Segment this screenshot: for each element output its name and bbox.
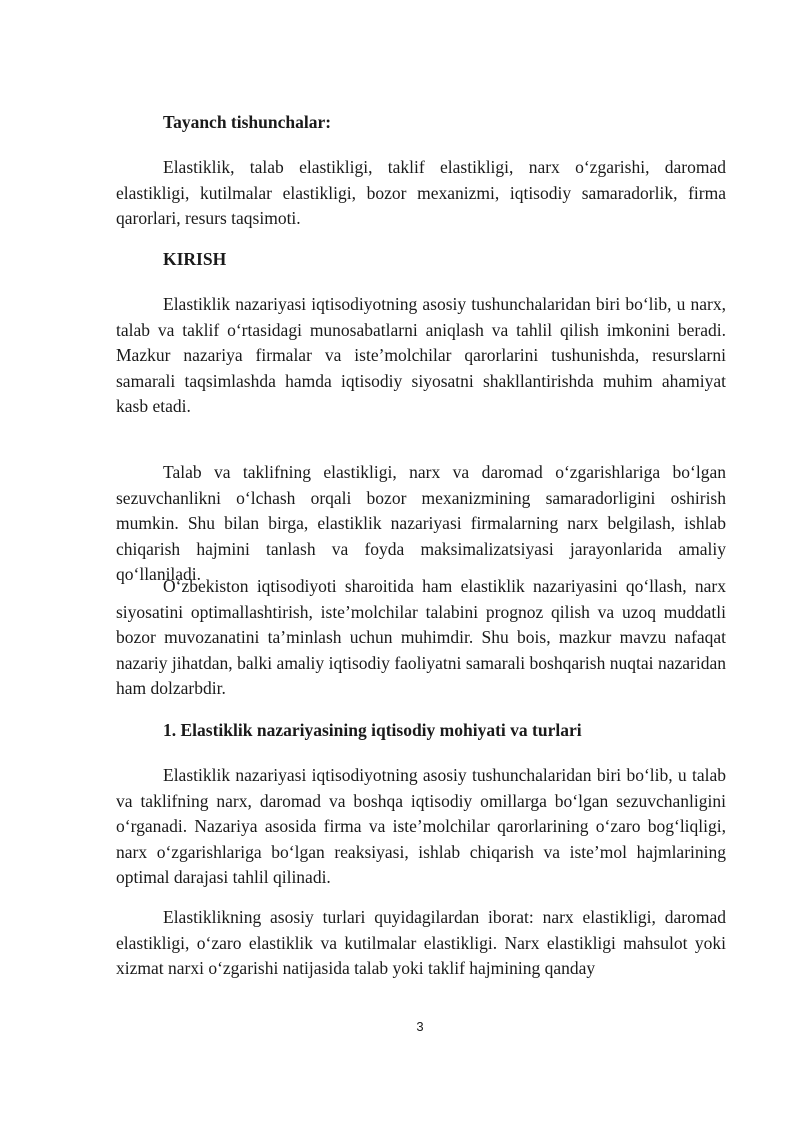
section1-paragraph-1-block: [116, 763, 726, 891]
intro-paragraph: O‘zbekiston iqtisodiyoti sharoitida ham elastiklik nazariyasini qo‘llash, narx siyosatini optimallashtirish, iste’molchilar talabini prognoz qilish va uzoq muddatli bozor muvozanatini ta’minlash uchun muhimdir. Shu bois, mazkur mavzu nafaqat nazariy jihatdan, balki amaliy iqtisodiy faoliyatni samarali boshqarish nuqtai nazaridan ham dolzarbdir.: [116, 576, 726, 699]
section1-heading-block: [116, 718, 726, 744]
keywords-section: [116, 110, 726, 136]
intro-heading-block: [116, 247, 726, 273]
section-heading: 1. Elastiklik nazariyasining iqtisodiy mohiyati va turlari: [163, 720, 582, 740]
intro-paragraph: Talab va taklifning elastikligi, narx va daromad o‘zgarishlariga bo‘lgan sezuvchanlikni o‘lchash orqali bozor mexanizmining samaradorligini oshirish mumkin. Shu bilan birga, elastiklik nazariyasi firmalarning narx belgilash, ishlab chiqarish hajmini tanlash va foyda maksimalizatsiyasi jarayonlarida amaliy qo‘llaniladi.: [116, 462, 726, 585]
keywords-heading: Tayanch tishunchalar:: [163, 112, 332, 132]
section-paragraph: Elastiklik nazariyasi iqtisodiyotning asosiy tushunchalaridan biri bo‘lib, u talab va taklifning narx, daromad va boshqa iqtisodiy omillarga bo‘lgan sezuvchanligini o‘rganadi. Nazariya asosida firma va iste’molchilar qarorlarining o‘zaro bog‘liqligi, narx o‘zgarishlariga bo‘lgan reaksiyasi, ishlab chiqarish va iste’mol hajmlarining optimal darajasi tahlil qilinadi.: [116, 765, 726, 888]
page-number: 3: [416, 1019, 424, 1034]
keywords-paragraph: Elastiklik, talab elastikligi, taklif elastikligi, narx o‘zgarishi, daromad elastikligi, kutilmalar elastikligi, bozor mexanizmi, iqtisodiy samaradorlik, firma qarorlari, resurs taqsimoti.: [116, 157, 726, 229]
intro-heading: KIRISH: [163, 249, 227, 269]
section1-paragraph-2-block: [116, 905, 726, 982]
section-paragraph: Elastiklikning asosiy turlari quyidagilardan iborat: narx elastikligi, daromad elastikligi, o‘zaro elastiklik va kutilmalar elastikligi. Narx elastikligi mahsulot yoki xizmat narxi o‘zgarishi natijasida talab yoki taklif hajmining qanday: [116, 907, 726, 979]
keywords-text-block: [116, 155, 726, 232]
intro-paragraph-2-block: [116, 460, 726, 588]
intro-paragraph-1-block: [116, 292, 726, 420]
intro-paragraph: Elastiklik nazariyasi iqtisodiyotning asosiy tushunchalaridan biri bo‘lib, u narx, talab va taklif o‘rtasidagi munosabatlarni aniqlash va tahlil qilish imkonini beradi. Mazkur nazariya firmalar va iste’molchilar qarorlarini tushunishda, resurslarni samarali taqsimlashda hamda iqtisodiy siyosatni shakllantirishda muhim ahamiyat kasb etadi.: [116, 294, 726, 417]
intro-paragraph-3-block: [116, 574, 726, 702]
